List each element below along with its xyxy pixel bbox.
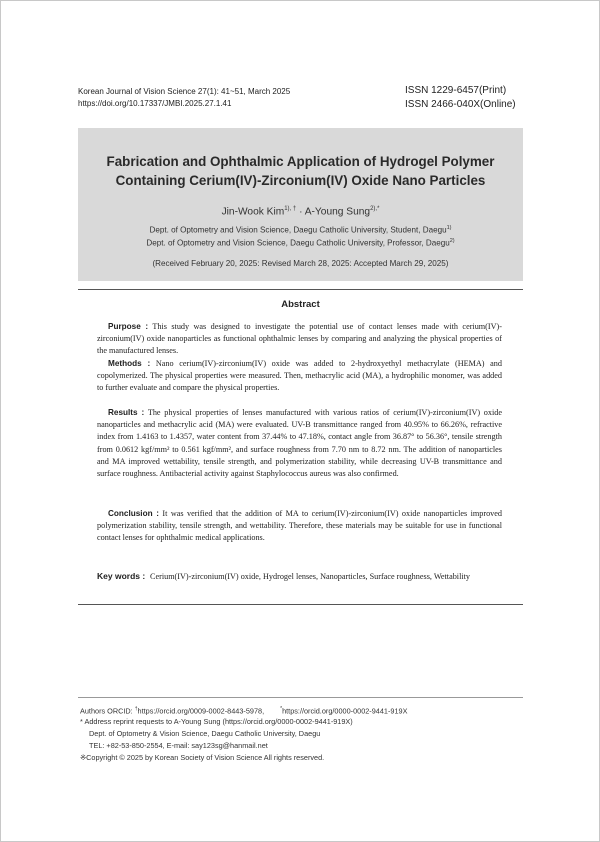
- footnote-address-2: Dept. of Optometry & Vision Science, Daegu Catholic University, Daegu: [89, 729, 321, 738]
- orcid-label: Authors ORCID:: [80, 706, 135, 716]
- received-dates: (Received February 20, 2025: Revised March 28, 2025: Accepted March 29, 2025): [152, 259, 449, 268]
- journal-citation: Korean Journal of Vision Science 27(1): 41~51, March 2025: [78, 87, 291, 96]
- journal-info: [78, 86, 290, 110]
- results-label: Results :: [108, 408, 145, 417]
- footnote-address-1: * Address reprint requests to A-Young Sung (https://orcid.org/0000-0002-9441-919X): [80, 717, 353, 726]
- abstract-heading: Abstract: [281, 299, 320, 310]
- paper-title: [78, 152, 523, 190]
- affiliation-2-mark: 2): [449, 238, 455, 244]
- abstract-top-rule: [78, 289, 523, 290]
- abstract-methods: [97, 358, 502, 395]
- affiliation-1-text: Dept. of Optometry and Vision Science, Daegu Catholic University, Student, Daegu: [149, 225, 447, 235]
- conclusion-label: Conclusion :: [108, 509, 159, 518]
- orcid-2-mark: *: [280, 706, 283, 712]
- purpose-text: This study was designed to investigate the potential use of contact lenses made with cerium(IV)-zirconium(IV) oxide nanoparticles as functional ophthalmic lenses by comparing and analyzing the physical properties of the manufactured lenses.: [97, 322, 502, 356]
- affiliation-2: [78, 238, 523, 248]
- keywords-label: Key words :: [97, 571, 146, 581]
- title-line-2: Containing Cerium(IV)-Zirconium(IV) Oxide Nano Particles: [115, 173, 486, 188]
- issn-online: ISSN 2466-040X(Online): [405, 99, 516, 110]
- footnote-rule: [78, 697, 523, 698]
- title-box: [78, 128, 523, 281]
- abstract-conclusion: [97, 508, 502, 545]
- footnote-contact: TEL: +82-53-850-2554, E-mail: say123sg@hanmail.net: [89, 741, 268, 750]
- abstract-bottom-rule: [78, 604, 523, 605]
- methods-label: Methods :: [108, 359, 151, 368]
- purpose-label: Purpose :: [108, 322, 149, 331]
- affiliation-2-text: Dept. of Optometry and Vision Science, Daegu Catholic University, Professor, Daegu: [146, 238, 450, 248]
- keywords-text: Cerium(IV)-zirconium(IV) oxide, Hydrogel lenses, Nanoparticles, Surface roughness, Wettability: [150, 572, 470, 581]
- abstract-results: [97, 407, 502, 480]
- author-1-affil-mark: 1), †: [284, 206, 297, 212]
- orcid-1-mark: †: [134, 706, 138, 712]
- author-list: [78, 206, 523, 217]
- abstract-purpose: [97, 321, 502, 358]
- footnote-orcid: [80, 704, 407, 716]
- issn-print: ISSN 1229-6457(Print): [405, 85, 507, 96]
- conclusion-text: It was verified that the addition of MA to cerium(IV)-zirconium(IV) oxide nanoparticles improved polymerization stability, tensile strength, and wettability. Therefore, these materials may be suitable for use in functional contact lenses for ophthalmic medical applications.: [97, 509, 503, 543]
- affiliation-1-mark: 1): [446, 225, 452, 231]
- footnote-copyright: ※Copyright © 2025 by Korean Society of Vision Science All rights reserved.: [80, 753, 325, 762]
- affiliation-1: [78, 225, 523, 235]
- title-line-1: Fabrication and Ophthalmic Application of Hydrogel Polymer: [106, 154, 495, 169]
- doi-link[interactable]: https://doi.org/10.17337/JMBI.2025.27.1.41: [78, 99, 232, 108]
- orcid-1-link[interactable]: https://orcid.org/0009-0002-8443-5978,: [137, 706, 265, 716]
- author-2-affil-mark: 2),*: [370, 206, 380, 212]
- author-2: A-Young Sung: [304, 206, 371, 218]
- results-text: The physical properties of lenses manufactured with various ratios of cerium(IV)-zirconium(IV) oxide nanoparticles and methacrylic acid (MA) were evaluated. UV-B transmittance ranged from 40.95% to 66.26%, refractive index from 1.4163 to 1.4357, water content from 37.44% to 47.18%, contact angle from 36.87° to 56.36°, tensile strength from 0.0612 kgf/mm² to 0.561 kgf/mm², and surface roughness from 7.70 nm to 8.72 nm. The addition of nanoparticles and MA improved wettability, tensile strength, and polymerization stability, while decreasing UV-B transmittance and surface roughness. Antibacterial activity against Staphylococcus aureus was also confirmed.: [97, 408, 502, 479]
- author-1: Jin-Wook Kim: [221, 206, 285, 218]
- issn-info: [405, 84, 516, 112]
- author-separator: ·: [296, 206, 305, 218]
- orcid-2-link[interactable]: https://orcid.org/0000-0002-9441-919X: [282, 706, 408, 716]
- methods-text: Nano cerium(IV)-zirconium(IV) oxide was added to 2-hydroxyethyl methacrylate (HEMA) and copolymerized. The physical properties were measured. Then, methacrylic acid (MA), a hydrophilic monomer, was added to further evaluate and compare the physical properties.: [97, 359, 502, 393]
